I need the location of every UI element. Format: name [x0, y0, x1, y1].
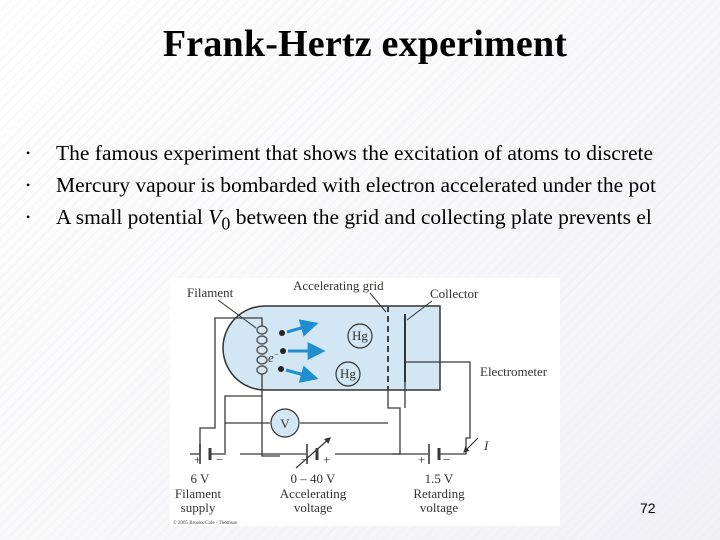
battery-name: supply [180, 500, 216, 515]
battery-name: voltage [419, 500, 459, 515]
filament-label: Filament [187, 285, 234, 300]
slide-title: Frank-Hertz experiment [162, 23, 568, 65]
electron-label: e− [268, 350, 280, 365]
electron-dot [279, 330, 285, 336]
bullet-item [26, 169, 720, 201]
battery-name: Filament [174, 486, 222, 501]
bullet-list [26, 137, 720, 233]
mercury-atom-label: Hg [340, 366, 356, 381]
battery-name: Accelerating [279, 486, 347, 501]
battery-polarity: − [301, 452, 309, 467]
bullet-text: The famous experiment that shows the excitation of atoms to discrete [56, 141, 654, 165]
mercury-atom-label: Hg [352, 328, 368, 343]
bullet-icon: • [26, 178, 31, 192]
collector-label: Collector [430, 286, 479, 301]
current-label: I [484, 438, 489, 453]
potential-subscript: 0 [221, 213, 231, 233]
battery-name: voltage [293, 500, 333, 515]
accelerating-grid-label: Accelerating grid [293, 278, 384, 293]
electron-dot [278, 366, 284, 372]
battery-polarity: − [443, 452, 451, 467]
bullet-item [26, 201, 720, 233]
electron-dot [280, 348, 286, 354]
bullet-icon: • [26, 210, 31, 224]
battery-polarity: + [323, 452, 331, 467]
electrometer-label: Electrometer [480, 364, 548, 379]
battery-polarity: − [216, 452, 224, 467]
potential-symbol: V [208, 205, 222, 229]
battery-polarity: + [418, 452, 426, 467]
battery-name: Retarding [413, 486, 465, 501]
diagram-svg [170, 278, 560, 526]
battery-voltage: 1.5 V [424, 471, 454, 486]
battery-voltage: 6 V [190, 471, 210, 486]
battery-voltage: 0 – 40 V [290, 471, 336, 486]
figure-copyright: © 2005 Brooks/Cole - Thomson [173, 521, 238, 526]
battery-polarity: + [194, 452, 202, 467]
bullet-text: A small potential $V_0$ between the grid and collecting plate prevents el [56, 205, 652, 233]
bullet-text: Mercury vapour is bombarded with electron accelerated under the pot [56, 173, 656, 197]
retarding-battery [429, 444, 439, 464]
voltmeter-label: V [280, 416, 290, 431]
bullet-icon: • [26, 146, 31, 160]
page-number: 72 [640, 500, 656, 516]
bullet-item [26, 137, 720, 169]
frank-hertz-diagram [170, 278, 560, 526]
